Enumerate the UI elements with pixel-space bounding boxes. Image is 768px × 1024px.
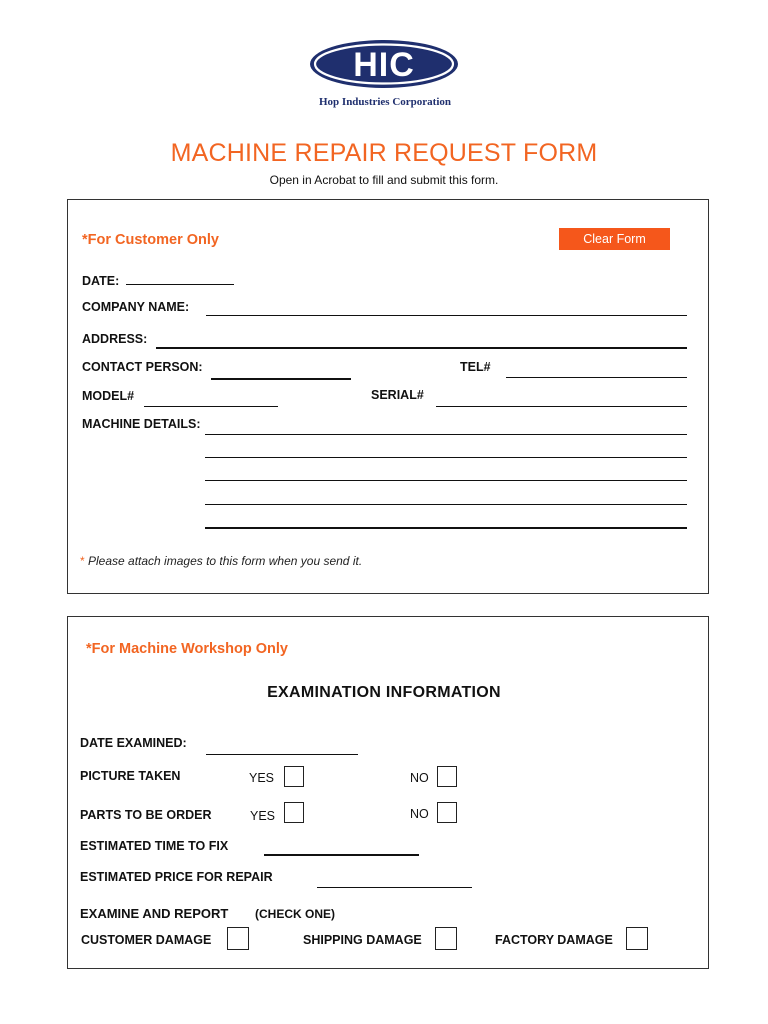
contact-person-label: CONTACT PERSON: <box>82 360 203 374</box>
form-title: MACHINE REPAIR REQUEST FORM <box>170 139 598 167</box>
note-star: * <box>80 554 85 568</box>
estimated-price-field[interactable] <box>317 887 472 888</box>
model-label: MODEL# <box>82 389 135 403</box>
contact-person-field[interactable] <box>211 378 351 380</box>
date-examined-field[interactable] <box>206 754 358 755</box>
note-text: Please attach images to this form when you send it. <box>84 554 363 568</box>
parts-to-order-yes-checkbox[interactable] <box>284 802 304 823</box>
shipping-damage-checkbox[interactable] <box>435 927 457 950</box>
picture-taken-no-label: NO <box>410 771 429 785</box>
machine-details-line[interactable] <box>205 504 687 505</box>
customer-damage-checkbox[interactable] <box>227 927 249 950</box>
factory-damage-checkbox[interactable] <box>626 927 648 950</box>
tel-field[interactable] <box>506 377 687 378</box>
address-label: ADDRESS: <box>82 332 148 346</box>
parts-to-order-yes-label: YES <box>250 809 276 823</box>
logo-subtitle: Hop Industries Corporation <box>318 96 452 108</box>
tel-label: TEL# <box>460 360 491 374</box>
picture-taken-label: PICTURE TAKEN <box>80 769 181 783</box>
shipping-damage-label: SHIPPING DAMAGE <box>303 933 422 947</box>
parts-to-order-no-label: NO <box>410 807 429 821</box>
parts-to-order-no-checkbox[interactable] <box>437 802 457 823</box>
examination-title: EXAMINATION INFORMATION <box>267 684 501 701</box>
company-name-field[interactable] <box>206 315 687 316</box>
picture-taken-no-checkbox[interactable] <box>437 766 457 787</box>
clear-form-button[interactable]: Clear Form <box>559 228 670 250</box>
machine-details-line[interactable] <box>205 457 687 458</box>
company-name-label: COMPANY NAME: <box>82 300 190 314</box>
picture-taken-yes-checkbox[interactable] <box>284 766 304 787</box>
examine-report-label: EXAMINE AND REPORT <box>80 906 229 921</box>
date-label: DATE: <box>82 274 120 288</box>
check-one-label: (CHECK ONE) <box>255 907 335 921</box>
parts-to-order-label: PARTS TO BE ORDER <box>80 808 212 822</box>
attach-images-note <box>80 554 362 568</box>
form-subtitle: Open in Acrobat to fill and submit this form. <box>269 173 499 187</box>
machine-details-line[interactable] <box>205 527 687 529</box>
machine-details-line[interactable] <box>205 480 687 481</box>
hic-logo <box>308 38 460 90</box>
machine-details-line[interactable] <box>205 434 687 435</box>
model-field[interactable] <box>144 406 278 407</box>
factory-damage-label: FACTORY DAMAGE <box>495 933 613 947</box>
machine-details-label: MACHINE DETAILS: <box>82 417 201 431</box>
date-examined-label: DATE EXAMINED: <box>80 736 187 750</box>
serial-label: SERIAL# <box>371 388 424 402</box>
estimated-time-label: ESTIMATED TIME TO FIX <box>80 839 229 853</box>
customer-section-heading: *For Customer Only <box>82 232 219 248</box>
workshop-section-heading: *For Machine Workshop Only <box>86 641 288 657</box>
logo-text: HIC <box>353 46 415 84</box>
date-field[interactable] <box>126 284 234 285</box>
estimated-time-field[interactable] <box>264 854 419 856</box>
serial-field[interactable] <box>436 406 687 407</box>
estimated-price-label: ESTIMATED PRICE FOR REPAIR <box>80 870 273 884</box>
customer-damage-label: CUSTOMER DAMAGE <box>81 933 212 947</box>
picture-taken-yes-label: YES <box>249 771 275 785</box>
address-field[interactable] <box>156 347 687 349</box>
